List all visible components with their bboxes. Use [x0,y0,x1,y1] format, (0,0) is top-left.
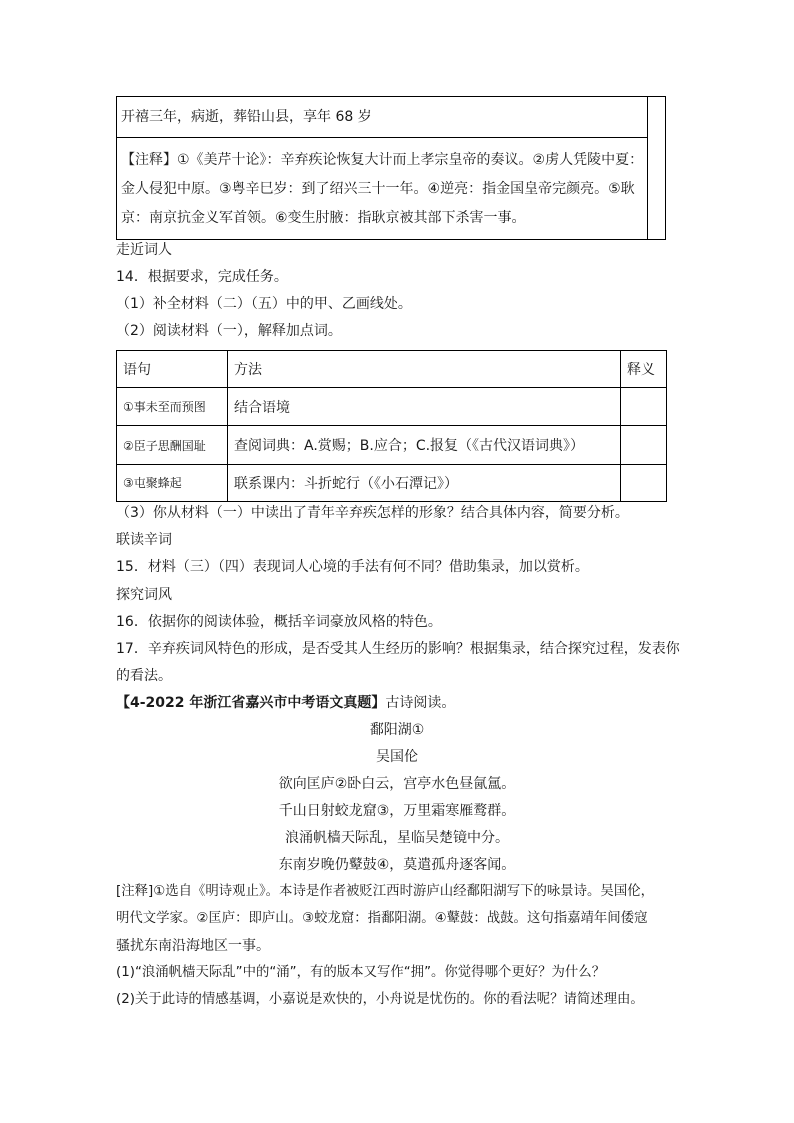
note-line: 【注释】①《美芹十论》：辛弃疾论恢复大计而上孝宗皇帝的奏议。②虏人凭陵中夏： [121,152,644,168]
question-15: 15．材料（三）（四）表现词人心境的手法有何不同？借助集录，加以赏析。 [116,559,589,575]
table-header: 语句 [117,351,228,388]
poem-line: 千山日射蛟龙窟③，万里霜寒雁鹜群。 [278,803,516,819]
table-cell-meaning [621,464,667,501]
table-divider [647,97,648,239]
biography-row-text: 开禧三年，病逝，葬铅山县，享年 68 岁 [121,109,372,125]
section-title: 联读辛词 [116,532,172,548]
part4-heading-task: 古诗阅读。 [385,695,456,711]
table-divider [117,137,647,138]
table-cell-method: 查阅词典：A.赏赐；B.应合；C.报复（《古代汉语词典》） [228,426,621,464]
biography-note [121,146,645,233]
table-header: 方法 [228,351,621,388]
question-17-line: 17．辛弃疾词风特色的形成，是否受其人生经历的影响？根据集录，结合探究过程，发表你 [116,641,680,657]
table-cell-sentence: ②臣子思酬国耻 [117,426,228,464]
question-14-part1: （1）补全材料（二）（五）中的甲、乙画线处。 [116,296,412,312]
biography-table [116,96,666,240]
question-16: 16．依据你的阅读体验，概括辛词豪放风格的特色。 [116,614,442,630]
poem-author: 吴国伦 [376,749,418,765]
table-header: 释义 [621,351,667,388]
poem-note-line: [注释]①选自《明诗观止》。本诗是作者被贬江西时游庐山经鄱阳湖写下的咏景诗。吴国伦， [116,884,654,899]
section-title: 走近词人 [116,242,172,258]
table-cell-meaning [621,426,667,464]
poem-title: 鄱阳湖① [369,722,425,738]
table-cell-sentence: ①事未至而预图 [117,388,228,426]
table-cell-method: 结合语境 [228,388,621,426]
table-row [117,388,667,426]
poem-line: 浪涌帆樯天际乱，星临吴楚镜中分。 [285,830,509,846]
poem-note-line: 明代文学家。②匡庐：即庐山。③蛟龙窟：指鄱阳湖。④鼙鼓：战鼓。这句指嘉靖年间倭寇 [116,911,648,926]
question-14-part3: （3）你从材料（一）中读出了青年辛弃疾怎样的形象？结合具体内容，简要分析。 [116,505,629,521]
part4-heading [116,693,455,713]
table-cell-meaning [621,388,667,426]
table-cell-method: 联系课内：斗折蛇行（《小石潭记》） [228,464,621,501]
method-table [116,350,667,502]
poem-question-1: (1)“浪涌帆樯天际乱”中的“涌”，有的版本又写作“拥”。你觉得哪个更好？为什么？ [116,965,606,980]
poem-question-2: (2)关于此诗的情感基调，小嘉说是欢快的，小舟说是忧伤的。你的看法呢？请简述理由。 [116,992,644,1007]
poem-line: 欲向匡庐②卧白云，宫亭水色昼氤氲。 [278,776,516,792]
question-17-line: 的看法。 [116,668,172,684]
table-row [117,426,667,464]
table-cell-sentence: ③屯聚蜂起 [117,464,228,501]
note-line: 京：南京抗金义军首领。⑥变生肘腋：指耿京被其部下杀害一事。 [121,210,526,226]
poem-line: 东南岁晚仍鼙鼓④，莫遣孤舟逐客闻。 [278,857,516,873]
poem-note-line: 骚扰东南沿海地区一事。 [116,938,270,954]
table-row [117,464,667,501]
note-line: 金人侵犯中原。③粤辛巳岁：到了绍兴三十一年。④逆亮：指金国皇帝完颜亮。⑤耿 [121,181,635,197]
question-14-part2: （2）阅读材料（一），解释加点词。 [116,323,342,339]
section-title: 探究词风 [116,587,172,603]
question-14: 14．根据要求，完成任务。 [116,269,288,285]
part4-heading-source: 【4-2022 年浙江省嘉兴市中考语文真题】 [116,695,386,711]
